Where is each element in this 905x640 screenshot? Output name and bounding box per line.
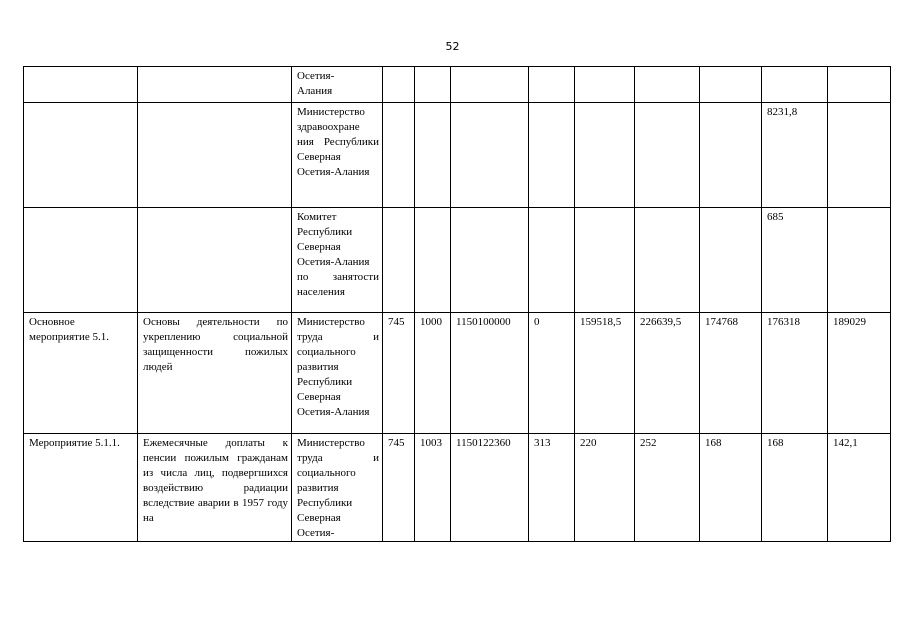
status-cell bbox=[24, 67, 138, 103]
year4-cell: 168 bbox=[762, 434, 828, 542]
year4-cell: 8231,8 bbox=[762, 103, 828, 208]
csr-cell: 1150100000 bbox=[451, 313, 529, 434]
year3-cell bbox=[700, 103, 762, 208]
executor-cell: Министерство здравоохране ния Республики Северная Осетия-Алания bbox=[292, 103, 383, 208]
table-row bbox=[24, 434, 891, 542]
executor-cell: Министерство труда и социального развития Республики Северная Осетия-Алания bbox=[292, 313, 383, 434]
year3-cell: 174768 bbox=[700, 313, 762, 434]
year4-cell bbox=[762, 67, 828, 103]
executor-text: Осетия- Алания bbox=[297, 70, 335, 97]
rzpr-cell: 1000 bbox=[415, 313, 451, 434]
executor-cell: Министерство труда и социального развития Республики Северная Осетия- bbox=[292, 434, 383, 542]
vr-cell: 0 bbox=[529, 313, 575, 434]
status-cell: Основное мероприятие 5.1. bbox=[24, 313, 138, 434]
name-cell: Основы деятельности по укреплению социальной защищенности пожилых людей bbox=[138, 313, 292, 434]
year1-cell bbox=[575, 103, 635, 208]
vr-cell: 313 bbox=[529, 434, 575, 542]
table-row bbox=[24, 103, 891, 208]
csr-cell: 1150122360 bbox=[451, 434, 529, 542]
year1-cell bbox=[575, 208, 635, 313]
year1-cell: 159518,5 bbox=[575, 313, 635, 434]
grbs-cell bbox=[383, 67, 415, 103]
year2-cell bbox=[635, 103, 700, 208]
year4-cell: 176318 bbox=[762, 313, 828, 434]
table-row bbox=[24, 313, 891, 434]
year5-cell: 142,1 bbox=[828, 434, 891, 542]
vr-cell bbox=[529, 208, 575, 313]
status-cell bbox=[24, 208, 138, 313]
year2-cell bbox=[635, 67, 700, 103]
rzpr-cell bbox=[415, 103, 451, 208]
year2-cell: 252 bbox=[635, 434, 700, 542]
csr-cell bbox=[451, 208, 529, 313]
year5-cell bbox=[828, 208, 891, 313]
vr-cell bbox=[529, 103, 575, 208]
year2-cell bbox=[635, 208, 700, 313]
csr-cell bbox=[451, 103, 529, 208]
year3-cell bbox=[700, 208, 762, 313]
executor-cell: Комитет Республики Северная Осетия-Алания по занятости населения bbox=[292, 208, 383, 313]
year4-cell: 685 bbox=[762, 208, 828, 313]
year1-cell bbox=[575, 67, 635, 103]
name-cell bbox=[138, 208, 292, 313]
rzpr-cell bbox=[415, 208, 451, 313]
grbs-cell bbox=[383, 103, 415, 208]
grbs-cell: 745 bbox=[383, 313, 415, 434]
year5-cell: 189029 bbox=[828, 313, 891, 434]
name-cell bbox=[138, 67, 292, 103]
budget-table bbox=[23, 66, 891, 542]
year1-cell: 220 bbox=[575, 434, 635, 542]
rzpr-cell: 1003 bbox=[415, 434, 451, 542]
rzpr-cell bbox=[415, 67, 451, 103]
page-number: 52 bbox=[445, 40, 460, 53]
year5-cell bbox=[828, 103, 891, 208]
year5-cell bbox=[828, 67, 891, 103]
name-cell: Ежемесячные доплаты к пенсии пожилым гражданам из числа лиц, подвергшихся воздействию радиации вследствие аварии в 1957 году на bbox=[138, 434, 292, 542]
status-cell bbox=[24, 103, 138, 208]
table-row bbox=[24, 67, 891, 103]
csr-cell bbox=[451, 67, 529, 103]
vr-cell bbox=[529, 67, 575, 103]
table-row bbox=[24, 208, 891, 313]
year3-cell bbox=[700, 67, 762, 103]
name-cell bbox=[138, 103, 292, 208]
executor-cell bbox=[292, 67, 383, 103]
status-cell: Мероприятие 5.1.1. bbox=[24, 434, 138, 542]
grbs-cell: 745 bbox=[383, 434, 415, 542]
year3-cell: 168 bbox=[700, 434, 762, 542]
year2-cell: 226639,5 bbox=[635, 313, 700, 434]
grbs-cell bbox=[383, 208, 415, 313]
